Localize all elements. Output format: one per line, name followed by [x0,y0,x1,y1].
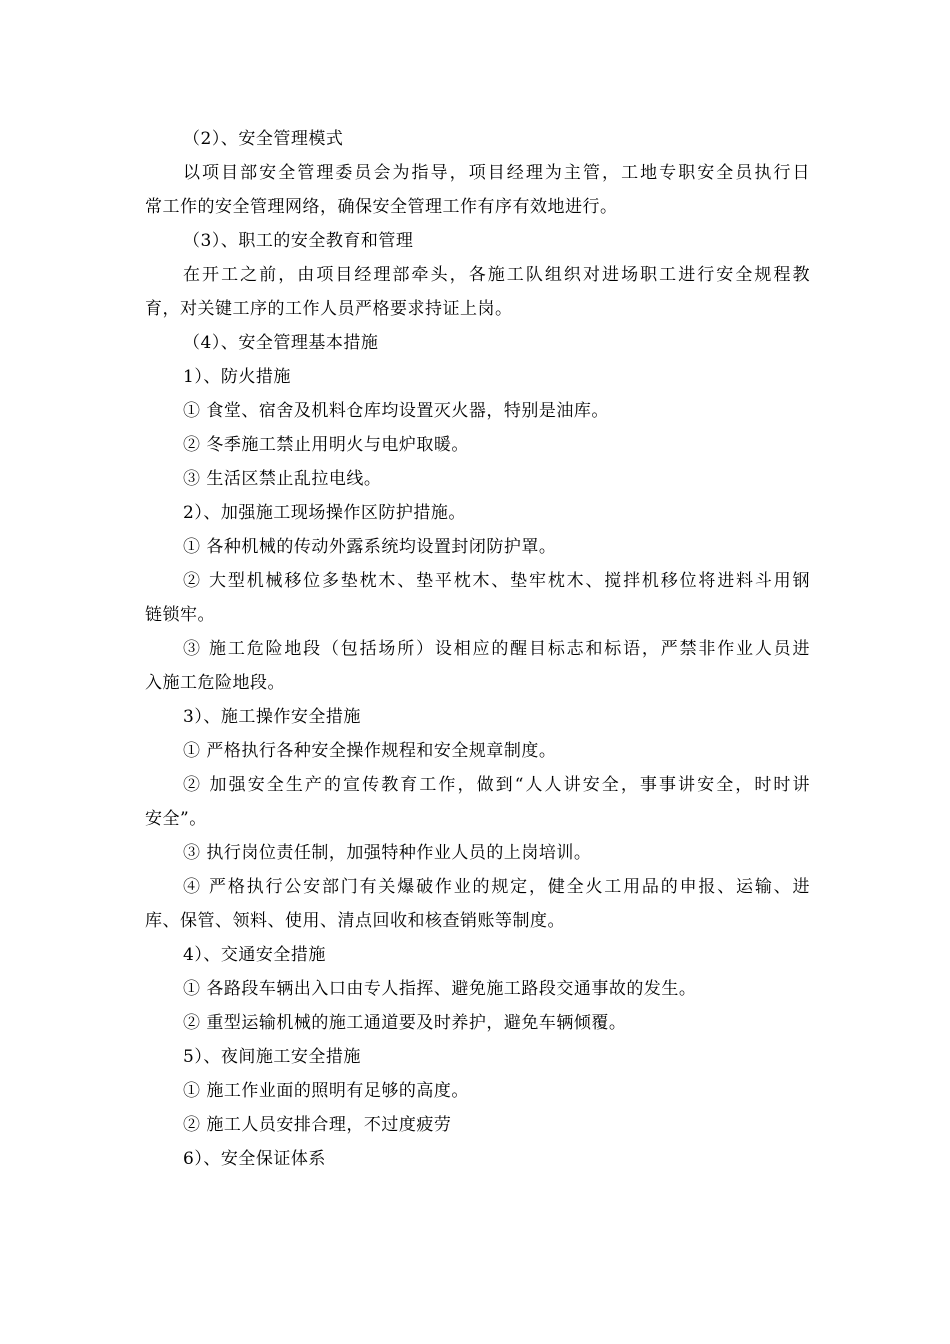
subsection-heading-traffic-safety: 4）、交通安全措施 [183,945,326,965]
list-item: ② 加强安全生产的宣传教育工作，做到“人人讲安全，事事讲安全，时时讲 [183,775,810,795]
list-item: ④ 严格执行公安部门有关爆破作业的规定，健全火工用品的申报、运输、进 [183,877,810,897]
subsection-heading-operation-safety: 3）、施工操作安全措施 [183,707,361,727]
list-item: ③ 执行岗位责任制，加强特种作业人员的上岗培训。 [183,843,592,863]
list-item: ② 施工人员安排合理，不过度疲劳 [183,1115,452,1135]
list-item-continuation: 入施工危险地段。 [145,673,285,693]
list-item: ② 冬季施工禁止用明火与电炉取暖。 [183,435,469,455]
paragraph-line: 以项目部安全管理委员会为指导，项目经理为主管，工地专职安全员执行日 [183,163,810,183]
section-heading-staff-education: （3）、职工的安全教育和管理 [183,231,414,251]
paragraph-line: 常工作的安全管理网络，确保安全管理工作有序有效地进行。 [145,197,618,217]
paragraph-line: 育，对关键工序的工作人员严格要求持证上岗。 [145,299,513,319]
list-item: ① 各路段车辆出入口由专人指挥、避免施工路段交通事故的发生。 [183,979,697,999]
list-item: ② 大型机械移位多垫枕木、垫平枕木、垫牢枕木、搅拌机移位将进料斗用钢 [183,571,810,591]
list-item-continuation: 链锁牢。 [145,605,215,625]
subsection-heading-night-work: 5）、夜间施工安全措施 [183,1047,361,1067]
document-body [145,122,810,1176]
list-item: ① 严格执行各种安全操作规程和安全规章制度。 [183,741,557,761]
subsection-heading-site-protection: 2）、加强施工现场操作区防护措施。 [183,503,466,523]
section-heading-management-mode: （2）、安全管理模式 [183,129,344,149]
subsection-heading-safety-system: 6）、安全保证体系 [183,1149,326,1169]
list-item: ③ 生活区禁止乱拉电线。 [183,469,382,489]
list-item-continuation: 库、保管、领料、使用、清点回收和核查销账等制度。 [145,911,565,931]
paragraph-line: 在开工之前，由项目经理部牵头，各施工队组织对进场职工进行安全规程教 [183,265,810,285]
list-item: ① 各种机械的传动外露系统均设置封闭防护罩。 [183,537,557,557]
list-item: ① 施工作业面的照明有足够的高度。 [183,1081,469,1101]
section-heading-basic-measures: （4）、安全管理基本措施 [183,333,379,353]
list-item-continuation: 安全”。 [145,809,207,829]
subsection-heading-fire-prevention: 1）、防火措施 [183,367,291,387]
list-item: ① 食堂、宿舍及机料仓库均设置灭火器，特别是油库。 [183,401,609,421]
list-item: ③ 施工危险地段（包括场所）设相应的醒目标志和标语，严禁非作业人员进 [183,639,810,659]
list-item: ② 重型运输机械的施工通道要及时养护，避免车辆倾覆。 [183,1013,627,1033]
